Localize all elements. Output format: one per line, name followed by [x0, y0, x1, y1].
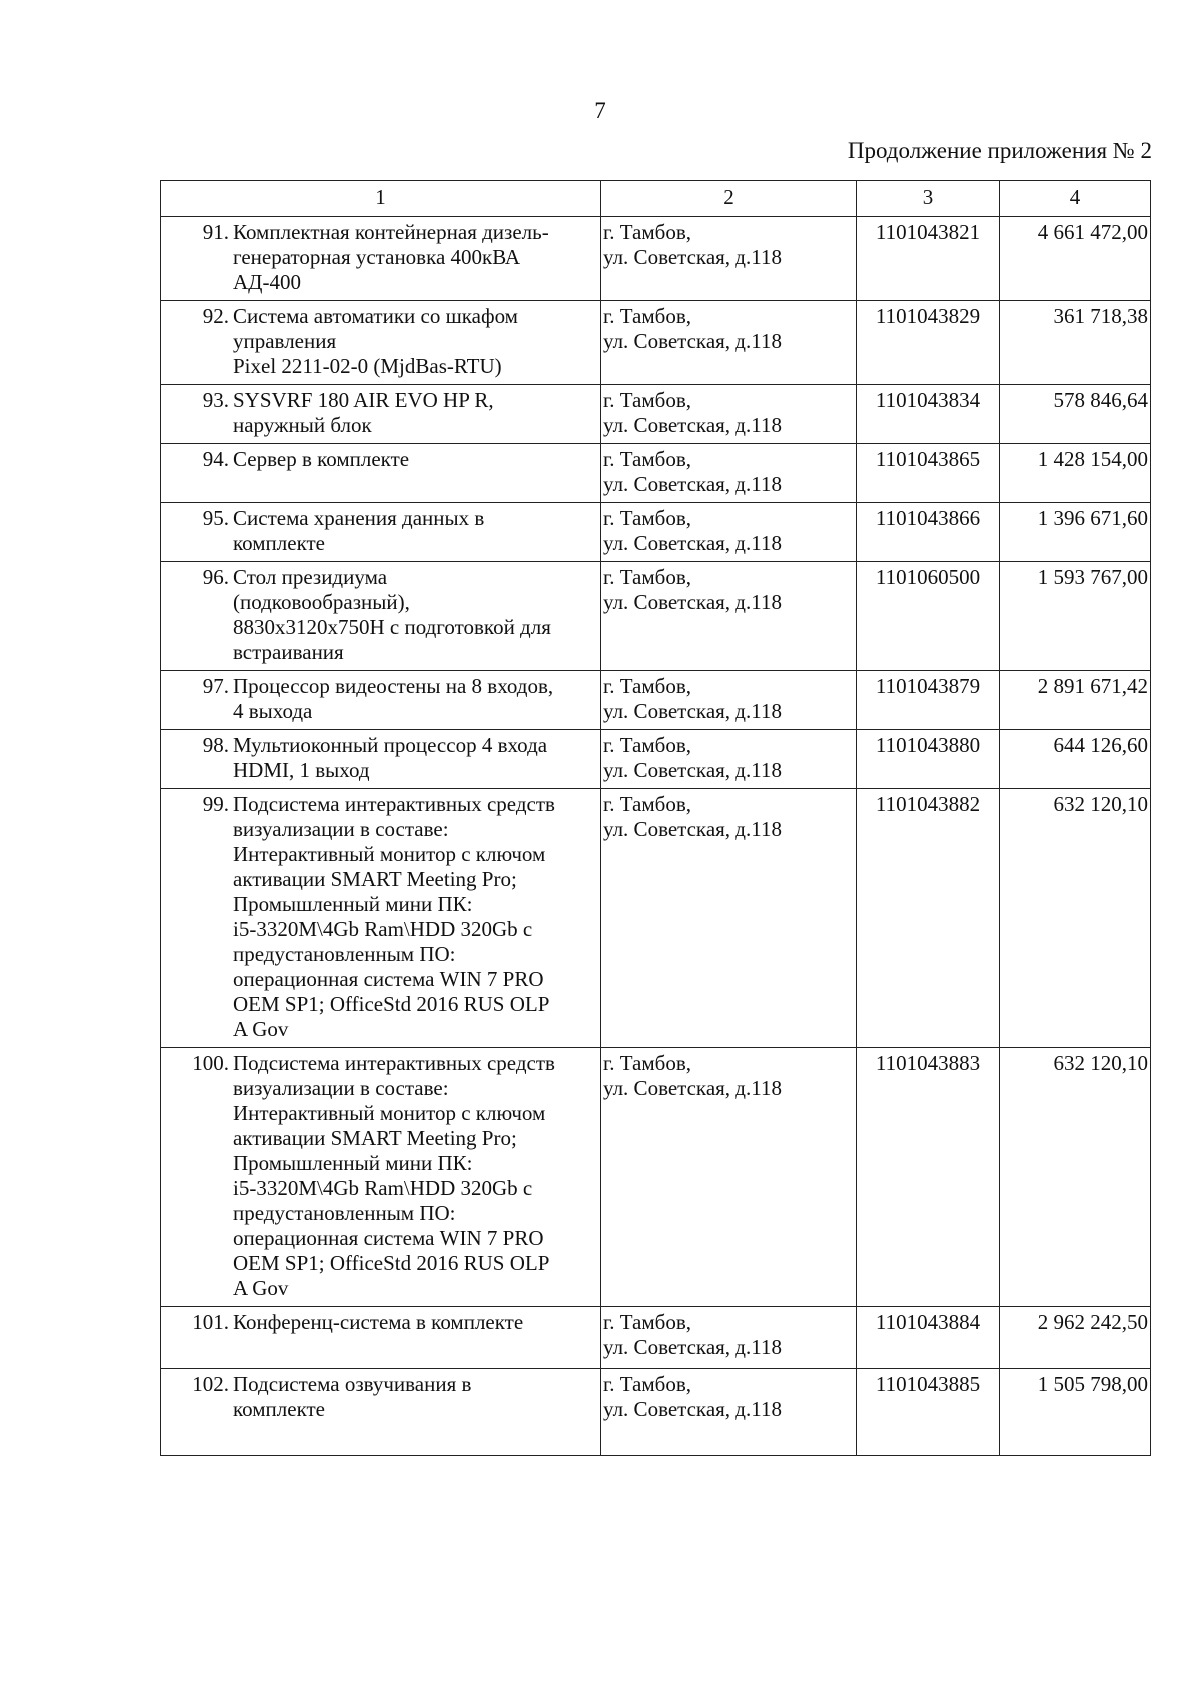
page-number: 7: [594, 98, 606, 123]
item-cell: [161, 789, 601, 1048]
item-name: Стол президиума (подковообразный), 8830x3120x750H с подготовкой для встраивания: [233, 565, 551, 664]
item-amount: 632 120,10: [1000, 1048, 1151, 1307]
item-name: Сервер в комплекте: [233, 447, 410, 471]
table-row: [161, 217, 1151, 301]
table-row: [161, 562, 1151, 671]
inventory-number: 1101043882: [857, 789, 1000, 1048]
item-name: Подсистема интерактивных средств визуализации в составе: Интерактивный монитор с ключом активации SMART Meeting Pro; Промышленный мини ПК: i5-3320M\4Gb Ram\HDD 320Gb с предустановленным ПО: операционная система WIN 7 PRO OEM SP1; OfficeStd 2016 RUS OLP A Gov: [233, 1051, 555, 1300]
item-cell: [161, 671, 601, 730]
item-cell: [161, 444, 601, 503]
item-cell: [161, 730, 601, 789]
item-number: 91.: [202, 220, 229, 244]
item-number: 99.: [202, 792, 229, 816]
item-address: г. Тамбов, ул. Советская, д.118: [601, 444, 857, 503]
inventory-number: 1101043883: [857, 1048, 1000, 1307]
item-amount: 632 120,10: [1000, 789, 1151, 1048]
item-number: 95.: [202, 506, 229, 530]
item-address: г. Тамбов, ул. Советская, д.118: [601, 1369, 857, 1456]
inventory-number: 1101043865: [857, 444, 1000, 503]
item-address: г. Тамбов, ул. Советская, д.118: [601, 1307, 857, 1369]
item-address: г. Тамбов, ул. Советская, д.118: [601, 503, 857, 562]
item-name: Подсистема озвучивания в комплекте: [233, 1372, 472, 1421]
item-amount: 644 126,60: [1000, 730, 1151, 789]
item-number: 93.: [202, 388, 229, 412]
item-address: г. Тамбов, ул. Советская, д.118: [601, 385, 857, 444]
item-name: Комплектная контейнерная дизель- генераторная установка 400кВА АД-400: [233, 220, 549, 294]
item-name: Система автоматики со шкафом управления Pixel 2211-02-0 (MjdBas-RTU): [233, 304, 518, 378]
item-number: 94.: [202, 447, 229, 471]
item-address: г. Тамбов, ул. Советская, д.118: [601, 562, 857, 671]
item-amount: 2 891 671,42: [1000, 671, 1151, 730]
item-address: г. Тамбов, ул. Советская, д.118: [601, 730, 857, 789]
table-row: [161, 503, 1151, 562]
column-header-4: 4: [1000, 181, 1151, 217]
item-amount: 2 962 242,50: [1000, 1307, 1151, 1369]
table-row: [161, 730, 1151, 789]
item-name: Подсистема интерактивных средств визуализации в составе: Интерактивный монитор с ключом активации SMART Meeting Pro; Промышленный мини ПК: i5-3320M\4Gb Ram\HDD 320Gb с предустановленным ПО: операционная система WIN 7 PRO OEM SP1; OfficeStd 2016 RUS OLP A Gov: [233, 792, 555, 1041]
item-cell: [161, 385, 601, 444]
inventory-number: 1101043884: [857, 1307, 1000, 1369]
item-cell: [161, 503, 601, 562]
item-amount: 1 593 767,00: [1000, 562, 1151, 671]
item-cell: [161, 217, 601, 301]
table-row: [161, 1369, 1151, 1456]
table-row: [161, 444, 1151, 503]
item-name: Конференц-система в комплекте: [233, 1310, 524, 1334]
table-row: [161, 789, 1151, 1048]
item-cell: [161, 1307, 601, 1369]
table-header-row: [161, 181, 1151, 217]
item-number: 100.: [192, 1051, 229, 1075]
item-amount: 4 661 472,00: [1000, 217, 1151, 301]
item-number: 92.: [202, 304, 229, 328]
table-row: [161, 1048, 1151, 1307]
item-number: 97.: [202, 674, 229, 698]
table-row: [161, 671, 1151, 730]
inventory-number: 1101043834: [857, 385, 1000, 444]
item-amount: 578 846,64: [1000, 385, 1151, 444]
item-number: 96.: [202, 565, 229, 589]
item-name: SYSVRF 180 AIR EVO HP R, наружный блок: [233, 388, 494, 437]
table-row: [161, 385, 1151, 444]
item-address: г. Тамбов, ул. Советская, д.118: [601, 217, 857, 301]
table-row: [161, 301, 1151, 385]
item-amount: 1 428 154,00: [1000, 444, 1151, 503]
inventory-number: 1101060500: [857, 562, 1000, 671]
item-amount: 1 396 671,60: [1000, 503, 1151, 562]
item-cell: [161, 562, 601, 671]
inventory-number: 1101043821: [857, 217, 1000, 301]
inventory-number: 1101043880: [857, 730, 1000, 789]
inventory-number: 1101043879: [857, 671, 1000, 730]
item-cell: [161, 1369, 601, 1456]
item-name: Система хранения данных в комплекте: [233, 506, 485, 555]
column-header-1: 1: [161, 181, 601, 217]
item-cell: [161, 301, 601, 385]
inventory-table: [160, 180, 1151, 1456]
inventory-number: 1101043885: [857, 1369, 1000, 1456]
inventory-number: 1101043829: [857, 301, 1000, 385]
item-number: 98.: [202, 733, 229, 757]
item-number: 101.: [192, 1310, 229, 1334]
item-number: 102.: [192, 1372, 229, 1396]
appendix-continuation-title: Продолжение приложения № 2: [847, 138, 1152, 163]
column-header-3: 3: [857, 181, 1000, 217]
item-amount: 1 505 798,00: [1000, 1369, 1151, 1456]
item-address: г. Тамбов, ул. Советская, д.118: [601, 671, 857, 730]
item-amount: 361 718,38: [1000, 301, 1151, 385]
item-address: г. Тамбов, ул. Советская, д.118: [601, 1048, 857, 1307]
column-header-2: 2: [601, 181, 857, 217]
inventory-number: 1101043866: [857, 503, 1000, 562]
item-address: г. Тамбов, ул. Советская, д.118: [601, 301, 857, 385]
item-name: Процессор видеостены на 8 входов, 4 выхода: [233, 674, 554, 723]
item-address: г. Тамбов, ул. Советская, д.118: [601, 789, 857, 1048]
item-name: Мультиоконный процессор 4 входа HDMI, 1 выход: [233, 733, 548, 782]
table-row: [161, 1307, 1151, 1369]
item-cell: [161, 1048, 601, 1307]
